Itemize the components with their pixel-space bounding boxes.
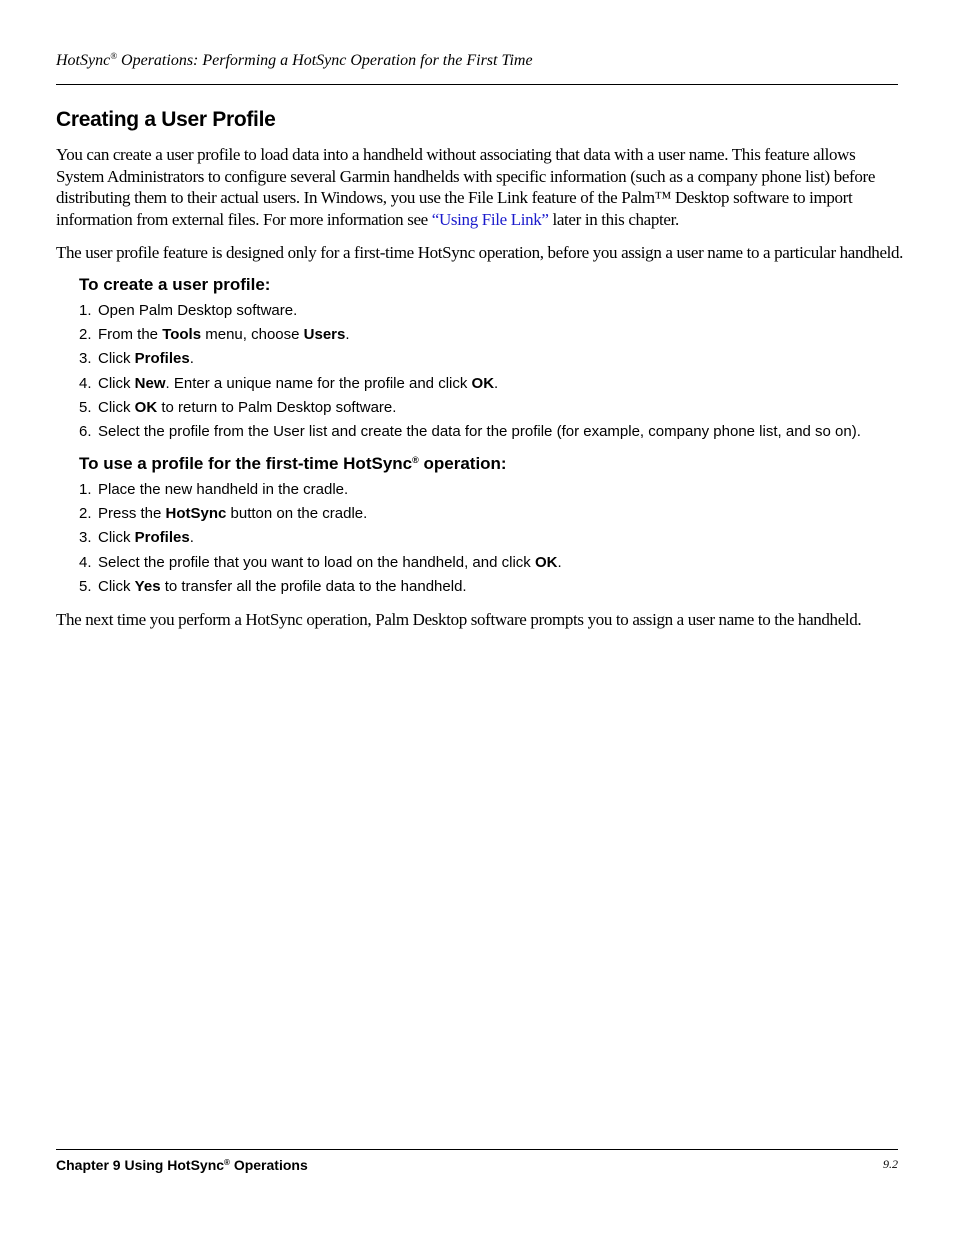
procedure-heading-text: To use a profile for the first-time HotSync [79,454,413,473]
step-number: 1. [79,302,92,319]
running-header-rest: Operations: Performing a HotSync Operation for the First Time [117,52,533,69]
procedure-heading-text-end: operation: [418,454,507,473]
ui-term: OK [534,553,558,571]
step-text: . [189,350,194,368]
step-item [79,502,909,526]
step-text: . [494,374,499,392]
registered-mark: ® [110,51,118,61]
step-text: . Enter a unique name for the profile and click [165,374,472,392]
step-number: 2. [79,505,92,523]
step-item [79,420,909,444]
running-header-prefix: HotSync [56,52,111,69]
footer-chapter [56,1157,308,1173]
registered-mark: ® [412,455,419,465]
note-paragraph: The user profile feature is designed only for a first-time HotSync operation, before you assign a user name to a particular handheld. [56,243,904,262]
footer-chapter-text: Chapter 9 Using HotSync [56,1157,225,1173]
step-number: 4. [79,374,92,392]
step-text: From the [98,326,163,344]
footer-chapter-text-end: Operations [229,1157,308,1173]
step-item [79,396,909,420]
step-text: Select the profile from the User list and create the data for the profile (for example, company phone list, and so on). [98,422,861,440]
header-divider [56,84,898,85]
intro-text-end: later in this chapter. [548,209,679,229]
step-item [79,478,909,502]
step-item [79,323,909,347]
step-number: 4. [79,553,92,571]
procedure-heading-create-profile: To create a user profile: [79,275,271,294]
create-profile-steps [79,299,909,444]
use-profile-steps [79,478,909,599]
step-text: to return to Palm Desktop software. [157,398,397,416]
ui-term: Tools [162,326,202,344]
step-text: Open Palm Desktop software. [98,302,298,319]
step-number: 5. [79,398,92,416]
ui-term: Yes [134,577,161,595]
step-text: Place the new handheld in the cradle. [98,481,349,498]
step-item [79,526,909,550]
ui-term: HotSync [165,505,227,523]
step-item [79,372,909,396]
step-number: 2. [79,326,92,344]
ui-term: OK [471,374,495,392]
ui-term: Users [303,326,346,344]
page-number: 9.2 [883,1157,898,1171]
step-text: Press the [98,505,166,523]
intro-paragraph [56,144,904,230]
step-number: 6. [79,422,92,440]
step-text: . [189,529,194,547]
ui-term: OK [134,398,158,416]
step-number: 3. [79,529,92,547]
step-text: Click [98,374,135,392]
ui-term: Profiles [134,529,190,547]
using-file-link-link[interactable]: “Using File Link” [431,209,549,229]
step-text: Click [98,577,135,595]
ui-term: Profiles [134,350,190,368]
step-item [79,299,909,323]
footer-divider [56,1149,898,1150]
step-number: 1. [79,481,92,498]
step-text: menu, choose [201,326,304,344]
section-title: Creating a User Profile [56,108,276,131]
step-text: to transfer all the profile data to the handheld. [160,577,467,595]
step-text: Click [98,350,135,368]
running-header [56,52,898,70]
step-text: . [345,326,350,344]
step-item [79,551,909,575]
step-item [79,575,909,599]
step-text: button on the cradle. [226,505,368,523]
registered-mark: ® [224,1158,230,1167]
intro-text: You can create a user profile to load data into a handheld without associating that data with a user name. This feature allows System Administrators to configure several Garmin handhelds with specific information (such as a company phone list) before distributing them to their actual users. In Windows, you use the File Link feature of the Palm™ Desktop software to import information from external files. For more information see [56,145,876,229]
step-item [79,347,909,371]
step-number: 5. [79,577,92,595]
procedure-heading-use-profile [79,454,507,474]
step-text: Select the profile that you want to load on the handheld, and click [98,553,535,571]
step-text: Click [98,398,135,416]
step-number: 3. [79,350,92,368]
step-text: . [557,553,562,571]
closing-paragraph: The next time you perform a HotSync operation, Palm Desktop software prompts you to assign a user name to the handheld. [56,610,862,629]
step-text: Click [98,529,135,547]
ui-term: New [134,374,166,392]
